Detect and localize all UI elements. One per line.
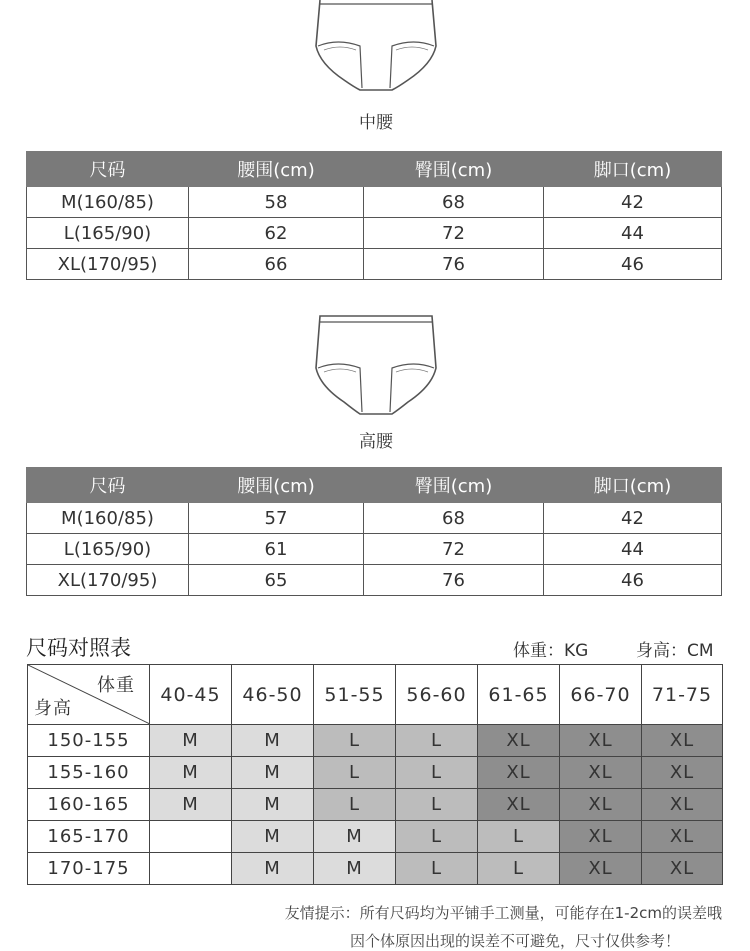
size-cell: M (232, 725, 314, 757)
size-cell: L (314, 757, 396, 789)
size-cell: M (232, 757, 314, 789)
size-cell (150, 821, 232, 853)
header-leg-opening: 脚口(cm) (544, 152, 722, 187)
size-cell: M (150, 757, 232, 789)
cell-hip: 76 (364, 249, 544, 280)
high-waist-caption: 高腰 (359, 432, 393, 452)
height-unit-label: 身高：CM (636, 641, 714, 661)
table-row (28, 821, 723, 853)
corner-weight-label: 体重 (97, 675, 135, 696)
size-cell: M (232, 821, 314, 853)
table-row (27, 187, 722, 218)
size-cell: M (150, 725, 232, 757)
mid-waist-briefs-icon (310, 0, 442, 92)
cell-leg-opening: 46 (544, 249, 722, 280)
table-row (28, 853, 723, 885)
size-cell: L (478, 821, 560, 853)
size-cell: M (314, 821, 396, 853)
height-cell: 155-160 (28, 757, 150, 789)
table-row (28, 789, 723, 821)
size-cell: XL (642, 757, 723, 789)
mid-waist-caption: 中腰 (359, 113, 393, 133)
header-hip: 臀围(cm) (364, 468, 544, 503)
reference-title: 尺码对照表 (26, 636, 131, 660)
reference-header-row (28, 665, 723, 725)
size-cell: L (396, 725, 478, 757)
header-size: 尺码 (27, 152, 189, 187)
weight-header: 66-70 (560, 665, 642, 725)
table-header-row (27, 152, 722, 187)
size-cell (150, 853, 232, 885)
size-cell: XL (560, 725, 642, 757)
size-cell: XL (642, 821, 723, 853)
table-header-row (27, 468, 722, 503)
cell-waist: 58 (189, 187, 364, 218)
cell-leg-opening: 42 (544, 187, 722, 218)
cell-leg-opening: 44 (544, 218, 722, 249)
weight-unit-label: 体重：KG (513, 641, 589, 661)
corner-height-label: 身高 (34, 698, 72, 719)
header-waist: 腰围(cm) (189, 468, 364, 503)
note-line-2: 因个体原因出现的误差不可避免，尺寸仅供参考！ (349, 932, 680, 950)
size-cell: L (396, 853, 478, 885)
size-cell: M (314, 853, 396, 885)
cell-size: XL(170/95) (27, 565, 189, 596)
table-row (27, 565, 722, 596)
weight-header: 40-45 (150, 665, 232, 725)
size-cell: L (314, 789, 396, 821)
size-cell: XL (642, 789, 723, 821)
weight-header: 56-60 (396, 665, 478, 725)
table-row (27, 534, 722, 565)
table-row (27, 218, 722, 249)
corner-cell (28, 665, 150, 725)
cell-hip: 76 (364, 565, 544, 596)
size-cell: L (314, 725, 396, 757)
cell-waist: 61 (189, 534, 364, 565)
table-row (28, 757, 723, 789)
note-line-1: 友情提示：所有尺码均为平铺手工测量，可能存在1-2cm的误差哦 (284, 904, 722, 922)
height-cell: 165-170 (28, 821, 150, 853)
header-waist: 腰围(cm) (189, 152, 364, 187)
header-hip: 臀围(cm) (364, 152, 544, 187)
cell-hip: 68 (364, 187, 544, 218)
high-waist-briefs-icon (310, 314, 442, 418)
cell-leg-opening: 42 (544, 503, 722, 534)
weight-header: 71-75 (642, 665, 723, 725)
cell-size: XL(170/95) (27, 249, 189, 280)
high-waist-size-table (26, 467, 722, 596)
cell-hip: 72 (364, 218, 544, 249)
cell-hip: 72 (364, 534, 544, 565)
size-cell: XL (560, 853, 642, 885)
cell-leg-opening: 46 (544, 565, 722, 596)
cell-waist: 66 (189, 249, 364, 280)
header-size: 尺码 (27, 468, 189, 503)
height-cell: 150-155 (28, 725, 150, 757)
height-cell: 160-165 (28, 789, 150, 821)
weight-header: 51-55 (314, 665, 396, 725)
header-leg-opening: 脚口(cm) (544, 468, 722, 503)
size-cell: XL (560, 757, 642, 789)
mid-waist-size-table (26, 151, 722, 280)
weight-header: 46-50 (232, 665, 314, 725)
table-row (27, 503, 722, 534)
size-cell: XL (560, 789, 642, 821)
cell-waist: 62 (189, 218, 364, 249)
height-cell: 170-175 (28, 853, 150, 885)
cell-size: L(165/90) (27, 218, 189, 249)
size-cell: XL (642, 853, 723, 885)
cell-leg-opening: 44 (544, 534, 722, 565)
size-cell: XL (478, 725, 560, 757)
size-cell: L (396, 821, 478, 853)
weight-header: 61-65 (478, 665, 560, 725)
cell-size: M(160/85) (27, 503, 189, 534)
cell-hip: 68 (364, 503, 544, 534)
size-cell: XL (478, 789, 560, 821)
cell-size: L(165/90) (27, 534, 189, 565)
table-row (28, 725, 723, 757)
size-cell: L (396, 789, 478, 821)
size-cell: L (478, 853, 560, 885)
size-cell: XL (642, 725, 723, 757)
cell-size: M(160/85) (27, 187, 189, 218)
size-cell: M (150, 789, 232, 821)
size-cell: XL (560, 821, 642, 853)
cell-waist: 65 (189, 565, 364, 596)
size-cell: M (232, 853, 314, 885)
size-cell: XL (478, 757, 560, 789)
size-cell: L (396, 757, 478, 789)
cell-waist: 57 (189, 503, 364, 534)
table-row (27, 249, 722, 280)
size-reference-table (27, 664, 723, 885)
size-cell: M (232, 789, 314, 821)
